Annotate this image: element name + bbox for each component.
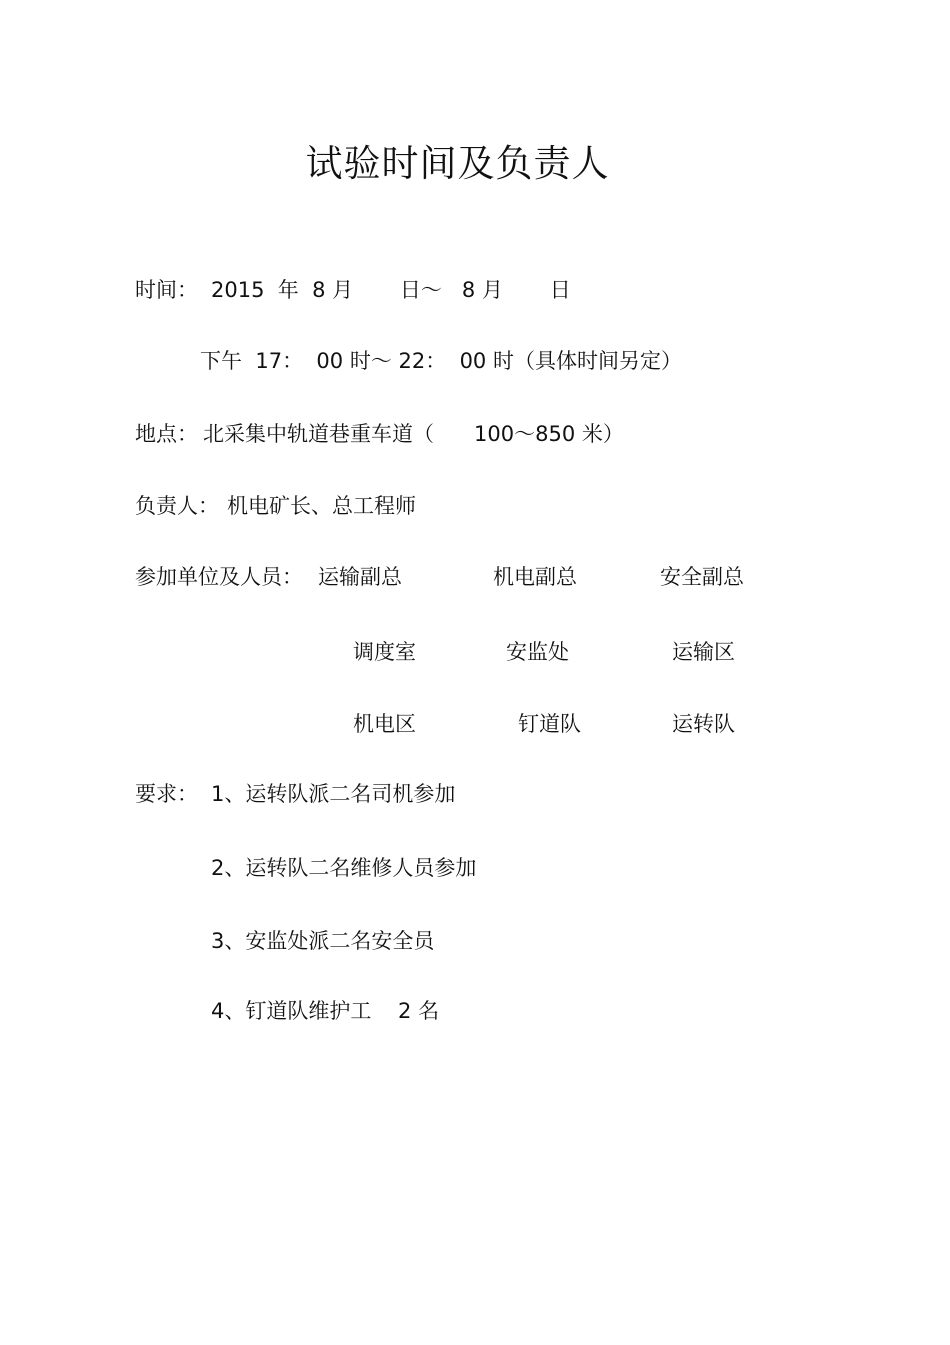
requirements-label: 要求：	[135, 782, 198, 806]
location-label: 地点：	[135, 422, 198, 446]
participant-cell: 运输区	[672, 640, 735, 664]
participants-label: 参加单位及人员：	[135, 565, 303, 589]
responsible-value: 机电矿长、总工程师	[227, 494, 416, 518]
participant-cell: 运转队	[672, 712, 735, 736]
time-detail: 下午 17： 00 时～ 22： 00 时（具体时间另定）	[200, 349, 682, 373]
requirement-item: 4、钉道队维护工 2 名	[211, 999, 440, 1023]
time-label: 时间：	[135, 278, 198, 302]
participant-cell: 调度室	[353, 640, 416, 664]
document-title: 试验时间及负责人	[305, 142, 610, 185]
time-value: 2015 年 8 月 日～ 8 月 日	[211, 278, 571, 302]
requirement-item: 2、运转队二名维修人员参加	[211, 856, 477, 880]
location-value: 北采集中轨道巷重车道（ 100～850 米）	[203, 422, 624, 446]
participant-cell: 钉道队	[518, 712, 581, 736]
participant-cell: 安监处	[506, 640, 569, 664]
responsible-label: 负责人：	[135, 494, 219, 518]
participant-cell: 机电副总	[493, 565, 577, 589]
participant-cell: 安全副总	[660, 565, 744, 589]
requirement-item: 3、安监处派二名安全员	[211, 929, 435, 953]
participant-cell: 机电区	[353, 712, 416, 736]
participant-cell: 运输副总	[318, 565, 402, 589]
requirement-item: 1、运转队派二名司机参加	[211, 782, 456, 806]
